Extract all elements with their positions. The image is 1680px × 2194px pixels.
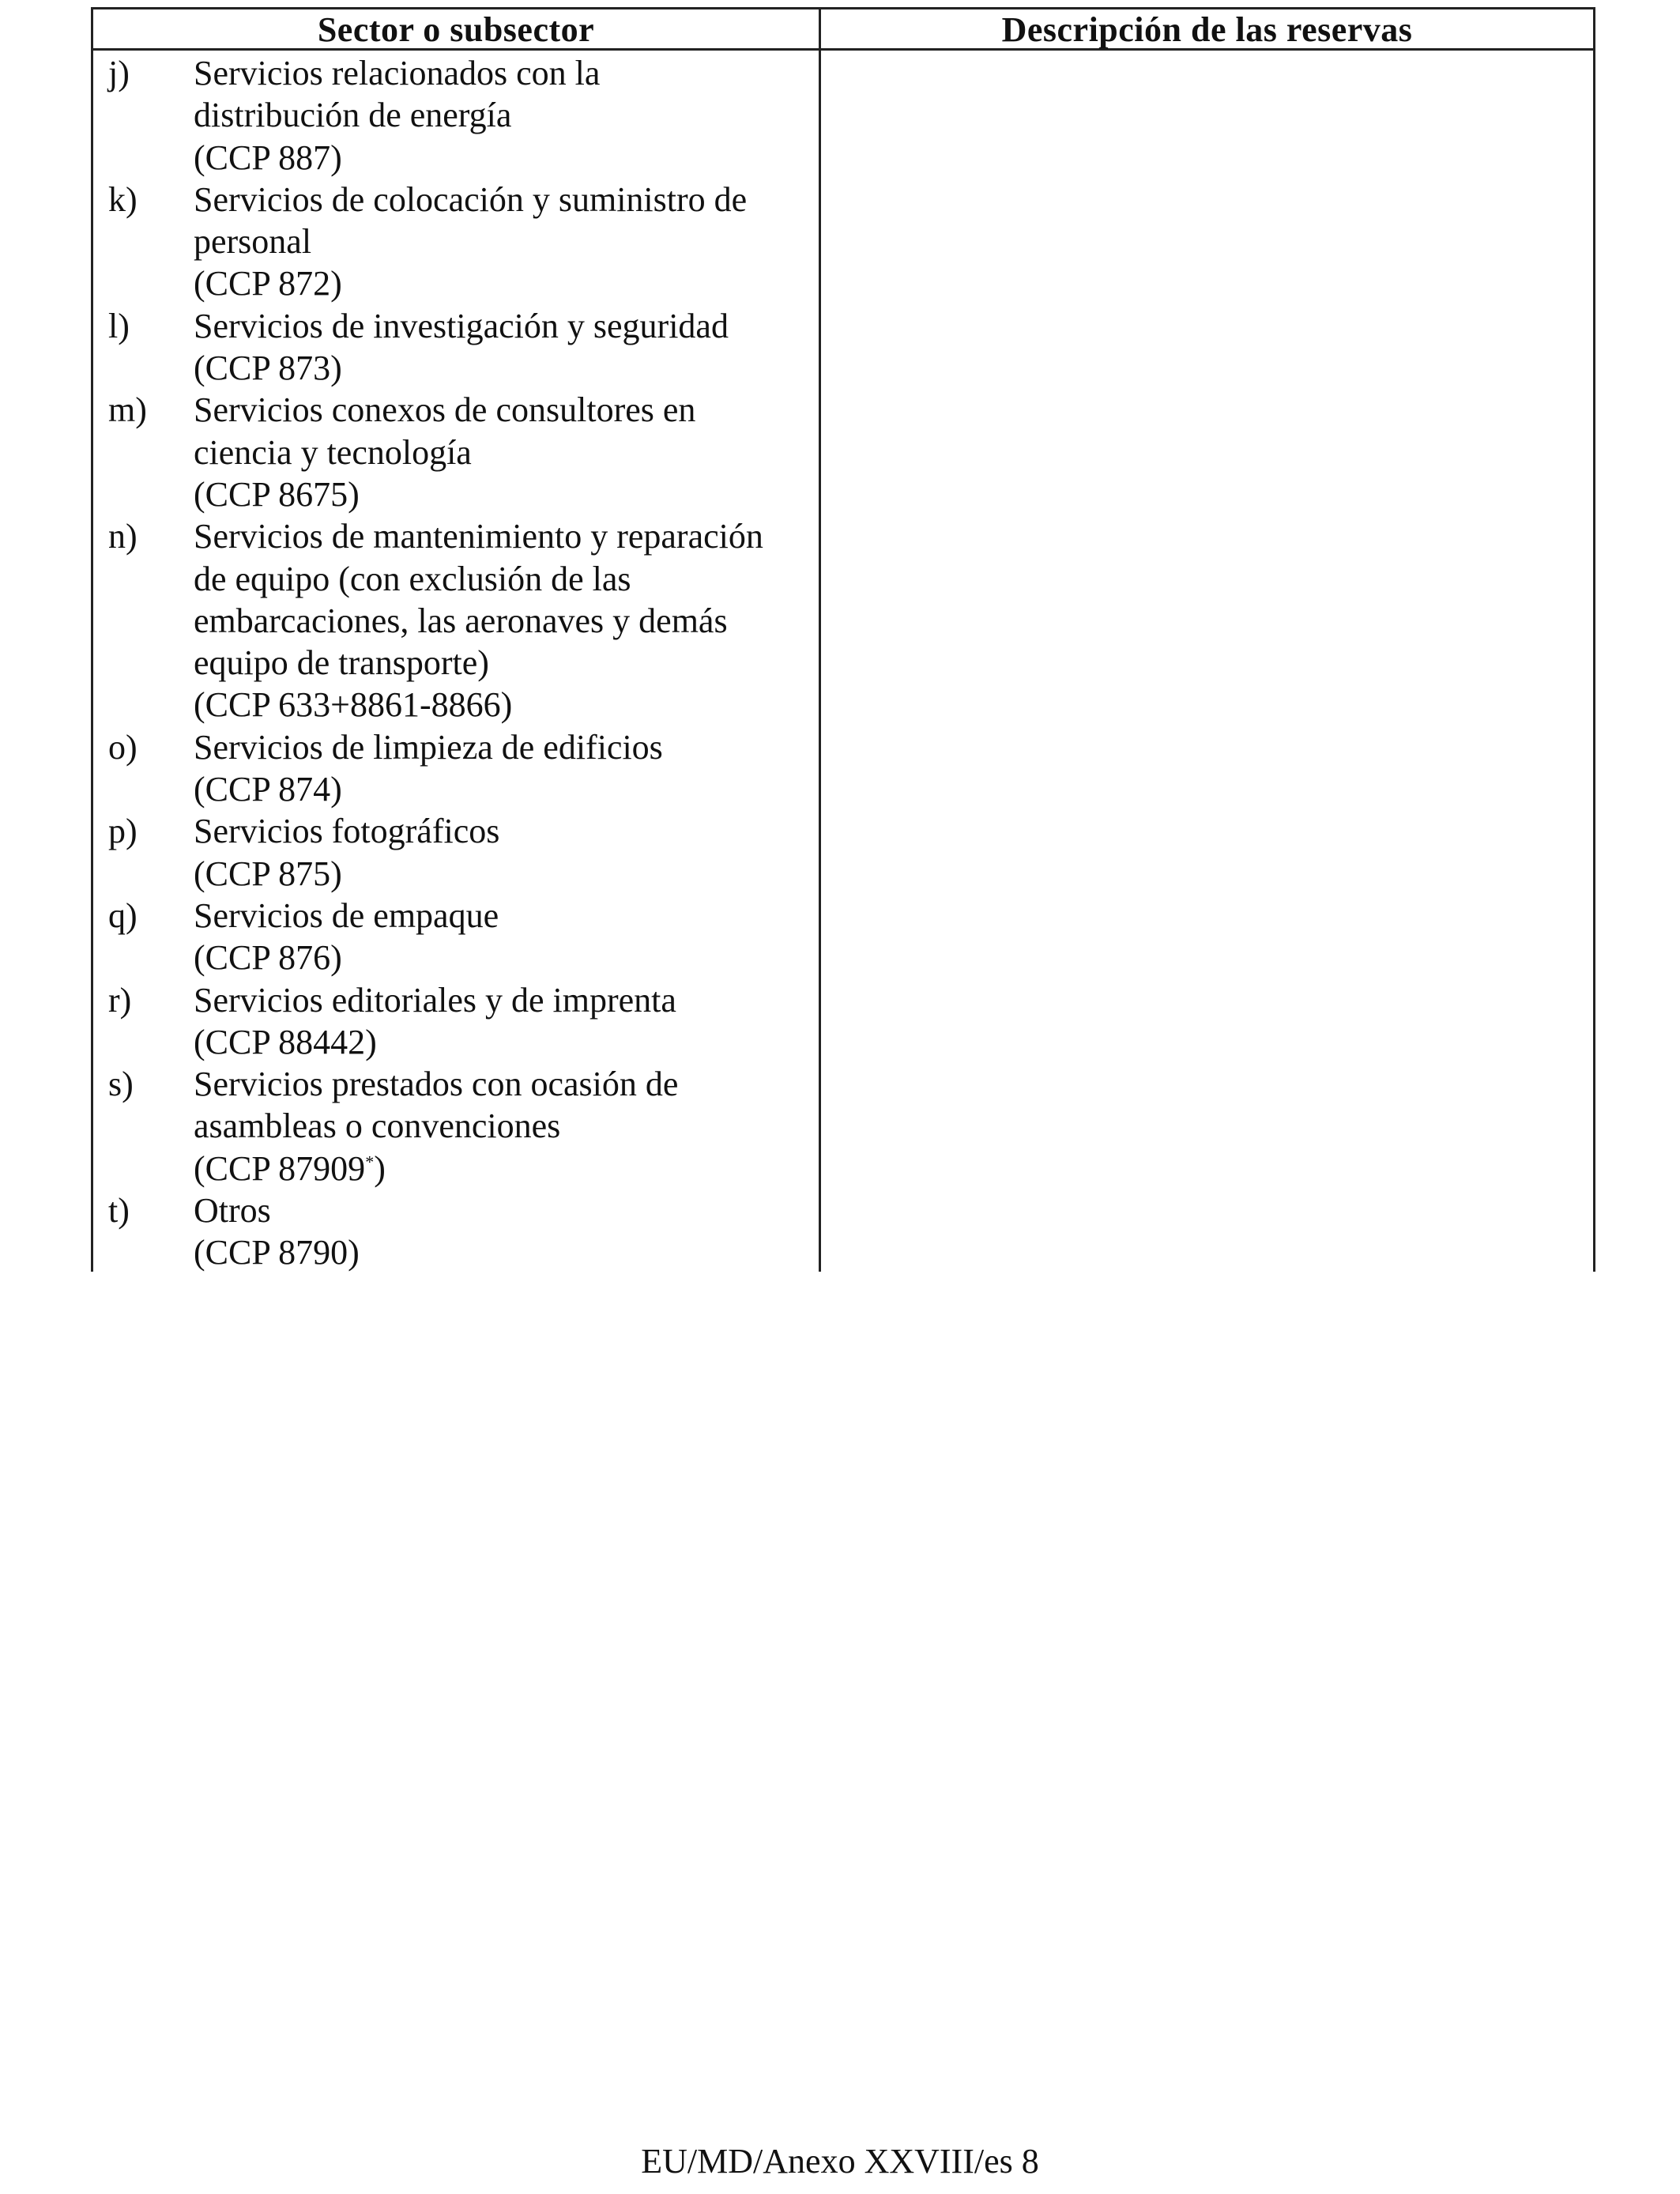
entry-ccp — [194, 1148, 819, 1189]
entry-letter: l) — [108, 306, 130, 345]
sector-entry-r — [91, 979, 819, 1064]
sector-list — [91, 52, 819, 1274]
sector-entry-j — [91, 52, 819, 179]
entry-ccp: (CCP 875) — [194, 854, 342, 893]
sector-entry-m — [91, 389, 819, 515]
entry-ccp: (CCP 873) — [194, 349, 342, 388]
entry-letter: q) — [108, 895, 137, 935]
entry-ccp: (CCP 88442) — [194, 1022, 377, 1061]
entry-line: Servicios de limpieza de edificios — [194, 727, 663, 767]
entry-letter: m) — [108, 390, 147, 430]
entry-ccp: (CCP 874) — [194, 770, 342, 809]
entry-letter: r) — [108, 980, 132, 1020]
entry-line: Servicios prestados con ocasión de — [194, 1065, 679, 1104]
entry-line: distribución de energía — [194, 96, 512, 135]
entry-letter: n) — [108, 517, 137, 556]
entry-line: Servicios de colocación y suministro de — [194, 179, 748, 219]
entry-line: Servicios conexos de consultores en — [194, 390, 696, 430]
sector-entry-n — [91, 515, 819, 726]
ccp-code: (CCP 87909 — [194, 1148, 366, 1188]
entry-line: asambleas o convenciones — [194, 1106, 561, 1146]
entry-line: Servicios de empaque — [194, 895, 499, 935]
sector-entry-l — [91, 305, 819, 390]
column-divider — [819, 7, 821, 1272]
page-footer: EU/MD/Anexo XXVIII/es 8 — [641, 2142, 1039, 2181]
entry-line: Servicios editoriales y de imprenta — [194, 980, 676, 1020]
entry-letter: p) — [108, 812, 137, 851]
entry-line: equipo de transporte) — [194, 643, 489, 683]
entry-letter: t) — [108, 1191, 130, 1231]
entry-line: embarcaciones, las aeronaves y demás — [194, 601, 728, 640]
entry-line: Servicios de investigación y seguridad — [194, 306, 729, 345]
sector-entry-s — [91, 1063, 819, 1189]
sector-entry-o — [91, 726, 819, 811]
entry-ccp: (CCP 872) — [194, 264, 342, 303]
entry-letter: s) — [108, 1065, 134, 1104]
footnote-marker: * — [365, 1152, 375, 1172]
entry-ccp: (CCP 8790) — [194, 1233, 360, 1272]
column-header-reservations: Descripción de las reservas — [1001, 10, 1413, 49]
entry-ccp: (CCP 887) — [194, 138, 342, 177]
column-header-sector: Sector o subsector — [317, 10, 595, 49]
sector-entry-p — [91, 810, 819, 895]
entry-line: Servicios relacionados con la — [194, 54, 601, 92]
entry-line: ciencia y tecnología — [194, 432, 472, 472]
entry-line: personal — [194, 222, 312, 262]
sector-entry-q — [91, 895, 819, 979]
sector-entry-k — [91, 179, 819, 305]
entry-ccp: (CCP 633+8861-8866) — [194, 685, 513, 725]
entry-line: Servicios de mantenimiento y reparación — [194, 517, 763, 556]
entry-letter: j) — [108, 54, 130, 92]
entry-ccp: (CCP 876) — [194, 938, 342, 978]
entry-line: Otros — [194, 1191, 271, 1231]
entry-letter: o) — [108, 727, 137, 767]
entry-letter: k) — [108, 179, 137, 219]
ccp-close: ) — [374, 1148, 386, 1188]
entry-ccp: (CCP 8675) — [194, 474, 360, 514]
entry-line: Servicios fotográficos — [194, 812, 500, 851]
sector-entry-t — [91, 1189, 819, 1274]
entry-line: de equipo (con exclusión de las — [194, 559, 631, 598]
